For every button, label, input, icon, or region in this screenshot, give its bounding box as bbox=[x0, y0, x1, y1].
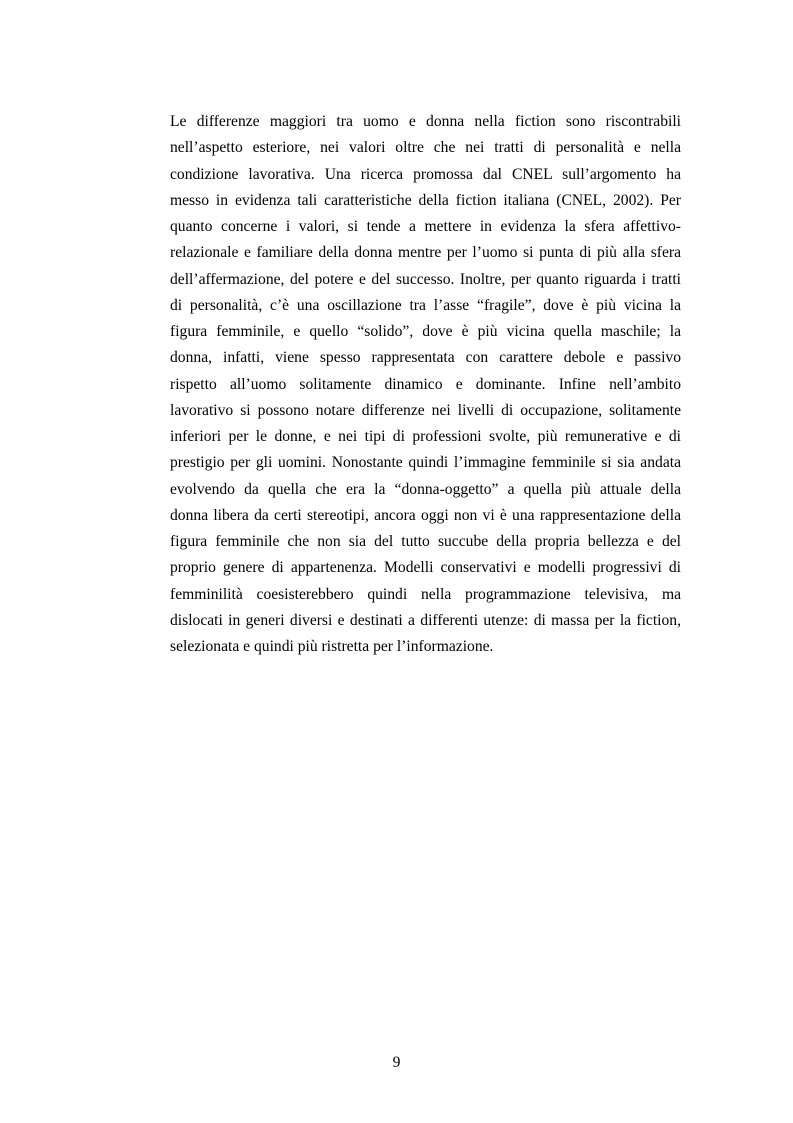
paragraph-line: condizione lavorativa. Una ricerca promossa dal CNEL sull’argomento ha bbox=[170, 165, 681, 183]
paragraph-line: figura femminile, e quello “solido”, dove è più vicina quella maschile; la bbox=[170, 323, 681, 340]
paragraph-line: dislocati in generi diversi e destinati a differenti utenze: di massa per la fiction, bbox=[170, 611, 681, 629]
paragraph-line: femminilità coesisterebbero quindi nella programmazione televisiva, ma bbox=[170, 585, 681, 603]
paragraph-line: figura femminile che non sia del tutto succube della propria bellezza e del bbox=[170, 533, 681, 550]
paragraph-line: di personalità, c’è una oscillazione tra l’asse “fragile”, dove è più vicina la bbox=[170, 296, 681, 314]
paragraph-line: Le differenze maggiori tra uomo e donna nella fiction sono riscontrabili bbox=[170, 113, 681, 130]
paragraph-line: messo in evidenza tali caratteristiche della fiction italiana (CNEL, 2002). Per bbox=[170, 191, 681, 209]
paragraph-line: proprio genere di appartenenza. Modelli conservativi e modelli progressivi di bbox=[170, 559, 681, 577]
paragraph-line: inferiori per le donne, e nei tipi di professioni svolte, più remunerative e di bbox=[170, 428, 681, 445]
paragraph-line: nell’aspetto esteriore, nei valori oltre che nei tratti di personalità e nella bbox=[170, 139, 681, 157]
body-paragraph bbox=[170, 109, 681, 660]
paragraph-line: rispetto all’uomo solitamente dinamico e dominante. Infine nell’ambito bbox=[170, 375, 681, 393]
paragraph-line: donna libera da certi stereotipi, ancora oggi non vi è una rappresentazione della bbox=[170, 506, 681, 524]
paragraph-line: selezionata e quindi più ristretta per l’informazione. bbox=[170, 638, 494, 655]
paragraph-line: lavorativo si possono notare differenze nei livelli di occupazione, solitamente bbox=[170, 401, 681, 419]
paragraph-line: quanto concerne i valori, si tende a mettere in evidenza la sfera affettivo- bbox=[170, 218, 681, 235]
paragraph-line: evolvendo da quella che era la “donna-oggetto” a quella più attuale della bbox=[170, 480, 681, 498]
paragraph-line: dell’affermazione, del potere e del successo. Inoltre, per quanto riguarda i tratti bbox=[170, 270, 681, 288]
page-number: 9 bbox=[392, 1054, 401, 1071]
paragraph-line: prestigio per gli uomini. Nonostante quindi l’immagine femminile si sia andata bbox=[170, 454, 681, 472]
paragraph-line: relazionale e familiare della donna mentre per l’uomo si punta di più alla sfera bbox=[170, 244, 681, 262]
paragraph-line: donna, infatti, viene spesso rappresentata con carattere debole e passivo bbox=[170, 349, 681, 367]
